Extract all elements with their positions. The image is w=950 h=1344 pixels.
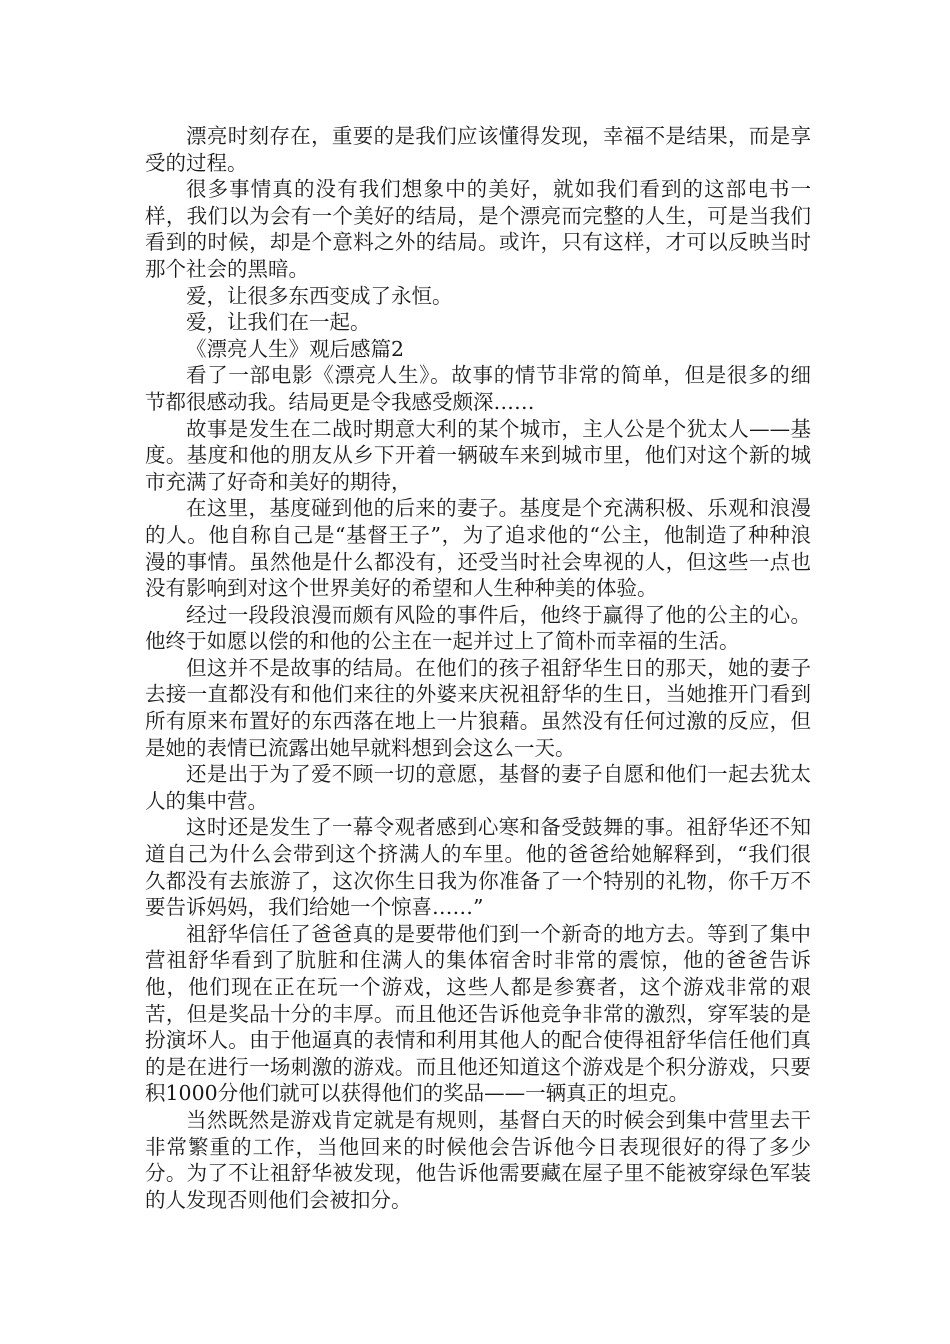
paragraph: 但这并不是故事的结局。在他们的孩子祖舒华生日的那天，她的妻子去接一直都没有和他们来往的外婆来庆祝祖舒华的生日，当她推开门看到所有原来布置好的东西落在地上一片狼藉。虽然没有任何过激的反应，但是她的表情已流露出她早就料想到会这么一天。 bbox=[145, 655, 811, 760]
paragraph: 很多事情真的没有我们想象中的美好，就如我们看到的这部电书一样，我们以为会有一个美好的结局，是个漂亮而完整的人生，可是当我们看到的时候，却是个意料之外的结局。或许，只有这样，才可以反映当时那个社会的黑暗。 bbox=[145, 177, 811, 281]
paragraph: 爱，让很多东西变成了永恒。 bbox=[186, 283, 453, 308]
document-body bbox=[145, 123, 811, 1213]
section-heading: 《漂亮人生》观后感篇2 bbox=[186, 336, 405, 361]
paragraph: 在这里，基度碰到他的后来的妻子。基度是个充满积极、乐观和浪漫的人。他自称自己是“基督王子”，为了追求他的“公主，他制造了种种浪漫的事情。虽然他是什么都没有，还受当时社会卑视的人，但这些一点也没有影响到对这个世界美好的希望和人生种种美的体验。 bbox=[145, 496, 811, 601]
paragraph: 故事是发生在二战时期意大利的某个城市，主人公是个犹太人——基度。基度和他的朋友从乡下开着一辆破车来到城市里，他们对这个新的城市充满了好奇和美好的期待， bbox=[145, 416, 811, 494]
paragraph: 还是出于为了爱不顾一切的意愿，基督的妻子自愿和他们一起去犹太人的集中营。 bbox=[145, 762, 811, 813]
paragraph: 爱，让我们在一起。 bbox=[186, 310, 371, 335]
paragraph: 这时还是发生了一幕令观者感到心寒和备受鼓舞的事。祖舒华还不知道自己为什么会带到这个挤满人的车里。他的爸爸给她解释到，“我们很久都没有去旅游了，这次你生日我为你准备了一个特别的礼物，你千万不要告诉妈妈，我们给她一个惊喜……” bbox=[145, 815, 811, 920]
paragraph: 经过一段段浪漫而颇有风险的事件后，他终于赢得了他的公主的心。他终于如愿以偿的和他的公主在一起并过上了简朴而幸福的生活。 bbox=[145, 602, 811, 654]
paragraph: 祖舒华信任了爸爸真的是要带他们到一个新奇的地方去。等到了集中营祖舒华看到了肮脏和住满人的集体宿舍时非常的震惊，他的爸爸告诉他，他们现在正在玩一个游戏，这些人都是参赛者，这个游戏非常的艰苦，但是奖品十分的丰厚。而且他还告诉他竞争非常的激烈，穿军装的是扮演坏人。由于他逼真的表情和利用其他人的配合使得祖舒华信任他们真的是在进行一场刺激的游戏。而且他还知道这个游戏是个积分游戏，只要积1000分他们就可以获得他们的奖品——一辆真正的坦克。 bbox=[145, 921, 811, 1106]
paragraph: 当然既然是游戏肯定就是有规则，基督白天的时候会到集中营里去干非常繁重的工作，当他回来的时候他会告诉他今日表现很好的得了多少分。为了不让祖舒华被发现，他告诉他需要藏在屋子里不能被穿绿色军装的人发现否则他们会被扣分。 bbox=[145, 1107, 811, 1212]
paragraph: 看了一部电影《漂亮人生》。故事的情节非常的简单，但是很多的细节都很感动我。结局更是令我感受颇深…… bbox=[145, 363, 811, 414]
paragraph: 漂亮时刻存在，重要的是我们应该懂得发现，幸福不是结果，而是享受的过程。 bbox=[145, 124, 811, 175]
